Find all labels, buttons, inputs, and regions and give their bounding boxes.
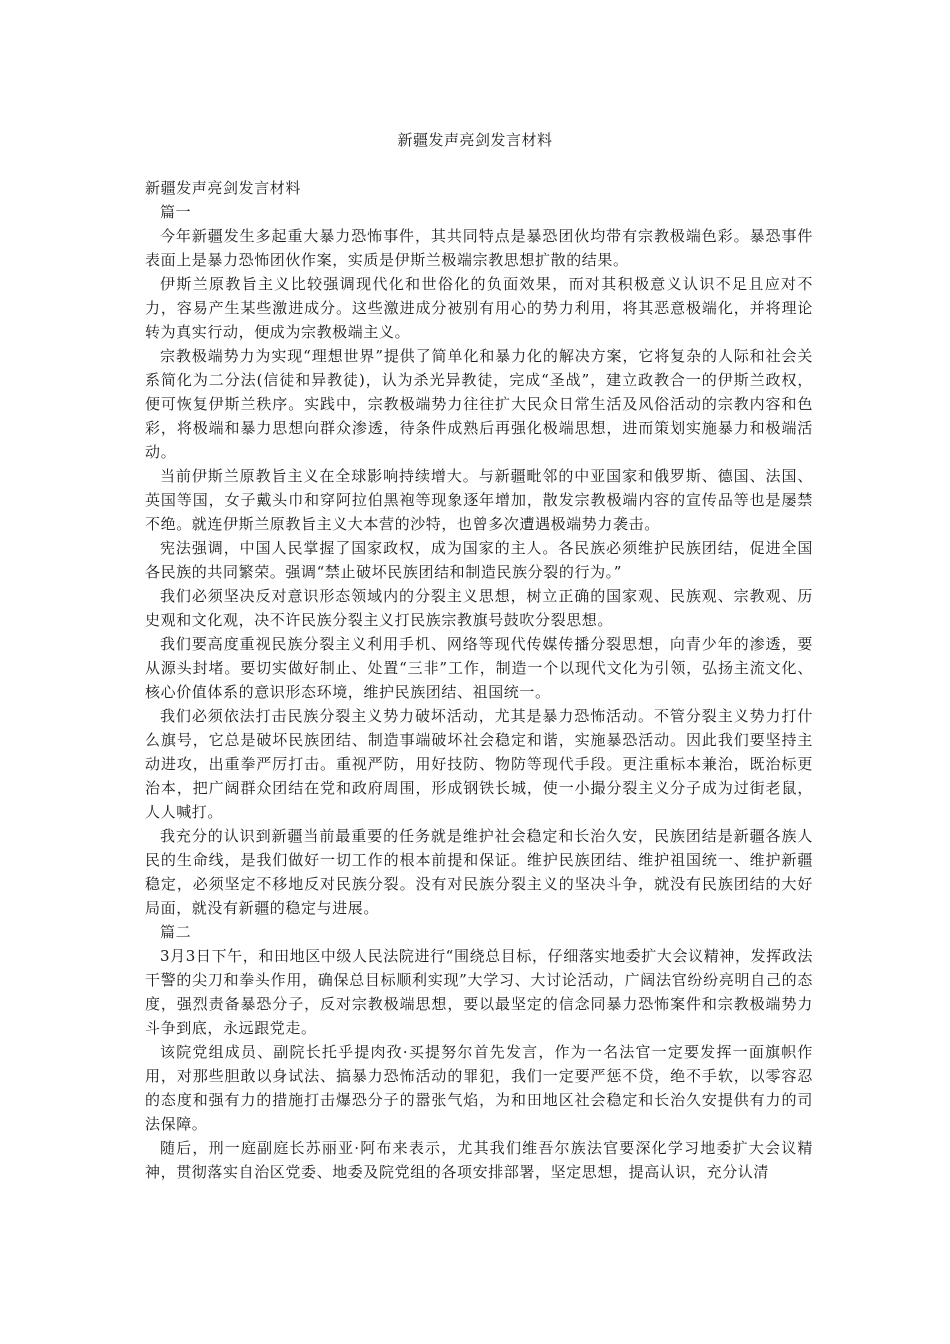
paragraph: 伊斯兰原教旨主义比较强调现代化和世俗化的负面效果，而对其积极意义认识不足且应对不力，容易产生某些激进成分。这些激进成分被别有用心的势力利用，将其恶意极端化，并将理论转为真实行动，便成为宗教极端主义。 <box>145 275 813 341</box>
section-label-2: 篇二 <box>160 923 192 941</box>
paragraph: 3月3日下午，和田地区中级人民法院进行“围绕总目标，仔细落实地委扩大会议精神，发挥政法干警的尖刀和拳头作用，确保总目标顺利实现”大学习、大讨论活动，广阔法官纷纷亮明自己的态度，强烈责备暴恐分子，反对宗教极端思想，要以最坚定的信念同暴力恐怖案件和宗教极端势力斗争到底，永远跟党走。 <box>145 947 813 1037</box>
document-heading: 新疆发声亮剑发言材料 <box>145 179 302 197</box>
paragraph: 随后，刑一庭副庭长苏丽亚·阿布来表示，尤其我们维吾尔族法官要深化学习地委扩大会议精神，贯彻落实自治区党委、地委及院党组的各项安排部署，坚定思想，提高认识，充分认清 <box>145 1139 813 1181</box>
paragraph: 我们必须依法打击民族分裂主义势力破坏活动，尤其是暴力恐怖活动。不管分裂主义势力打什么旗号，它总是破坏民族团结、制造事端破坏社会稳定和谐，实施暴恐活动。因此我们要坚持主动进攻，出重拳严厉打击。重视严防，用好技防、物防等现代手段。更注重标本兼治，既治标更治本，把广阔群众团结在党和政府周围，形成钢铁长城，使一小撮分裂主义分子成为过街老鼠，人人喊打。 <box>145 707 813 821</box>
paragraph: 该院党组成员、副院长托乎提肉孜·买提努尔首先发言，作为一名法官一定要发挥一面旗帜作用，对那些胆敢以身试法、搞暴力恐怖活动的罪犯，我们一定要严惩不贷，绝不手软，以零容忍的态度和强有力的措施打击爆恐分子的嚣张气焰，为和田地区社会稳定和长治久安提供有力的司法保障。 <box>145 1043 813 1133</box>
paragraph: 宪法强调，中国人民掌握了国家政权，成为国家的主人。各民族必须维护民族团结，促进全国各民族的共同繁荣。强调“禁止破坏民族团结和制造民族分裂的行为。” <box>145 539 813 581</box>
section-label-1: 篇一 <box>160 203 192 221</box>
document-title: 新疆发声亮剑发言材料 <box>397 131 553 149</box>
paragraph: 我们要高度重视民族分裂主义利用手机、网络等现代传媒传播分裂思想，向青少年的渗透，要从源头封堵。要切实做好制止、处置“三非”工作，制造一个以现代文化为引领，弘扬主流文化、核心价值体系的意识形态环境，维护民族团结、祖国统一。 <box>145 635 813 701</box>
paragraph: 今年新疆发生多起重大暴力恐怖事件，其共同特点是暴恐团伙均带有宗教极端色彩。暴恐事件表面上是暴力恐怖团伙作案，实质是伊斯兰极端宗教思想扩散的结果。 <box>145 227 813 269</box>
paragraph: 宗教极端势力为实现“理想世界”提供了简单化和暴力化的解决方案，它将复杂的人际和社会关系简化为二分法(信徒和异教徒)，认为杀光异教徒，完成“圣战”，建立政教合一的伊斯兰政权，便可恢复伊斯兰秩序。实践中，宗教极端势力往往扩大民众日常生活及风俗活动的宗教内容和色彩，将极端和暴力思想向群众渗透，待条件成熟后再强化极端思想，进而策划实施暴力和极端活动。 <box>145 347 813 461</box>
paragraph: 当前伊斯兰原教旨主义在全球影响持续增大。与新疆毗邻的中亚国家和俄罗斯、德国、法国、英国等国，女子戴头巾和穿阿拉伯黑袍等现象逐年增加，散发宗教极端内容的宣传品等也是屡禁不绝。就连伊斯兰原教旨主义大本营的沙特，也曾多次遭遇极端势力袭击。 <box>145 467 813 533</box>
paragraph: 我充分的认识到新疆当前最重要的任务就是维护社会稳定和长治久安，民族团结是新疆各族人民的生命线，是我们做好一切工作的根本前提和保证。维护民族团结、维护祖国统一、维护新疆稳定，必须坚定不移地反对民族分裂。没有对民族分裂主义的坚决斗争，就没有民族团结的大好局面，就没有新疆的稳定与进展。 <box>145 827 813 917</box>
paragraph: 我们必须坚决反对意识形态领域内的分裂主义思想，树立正确的国家观、民族观、宗教观、历史观和文化观，决不许民族分裂主义打民族宗教旗号鼓吹分裂思想。 <box>145 587 813 629</box>
document-body <box>145 176 813 1184</box>
